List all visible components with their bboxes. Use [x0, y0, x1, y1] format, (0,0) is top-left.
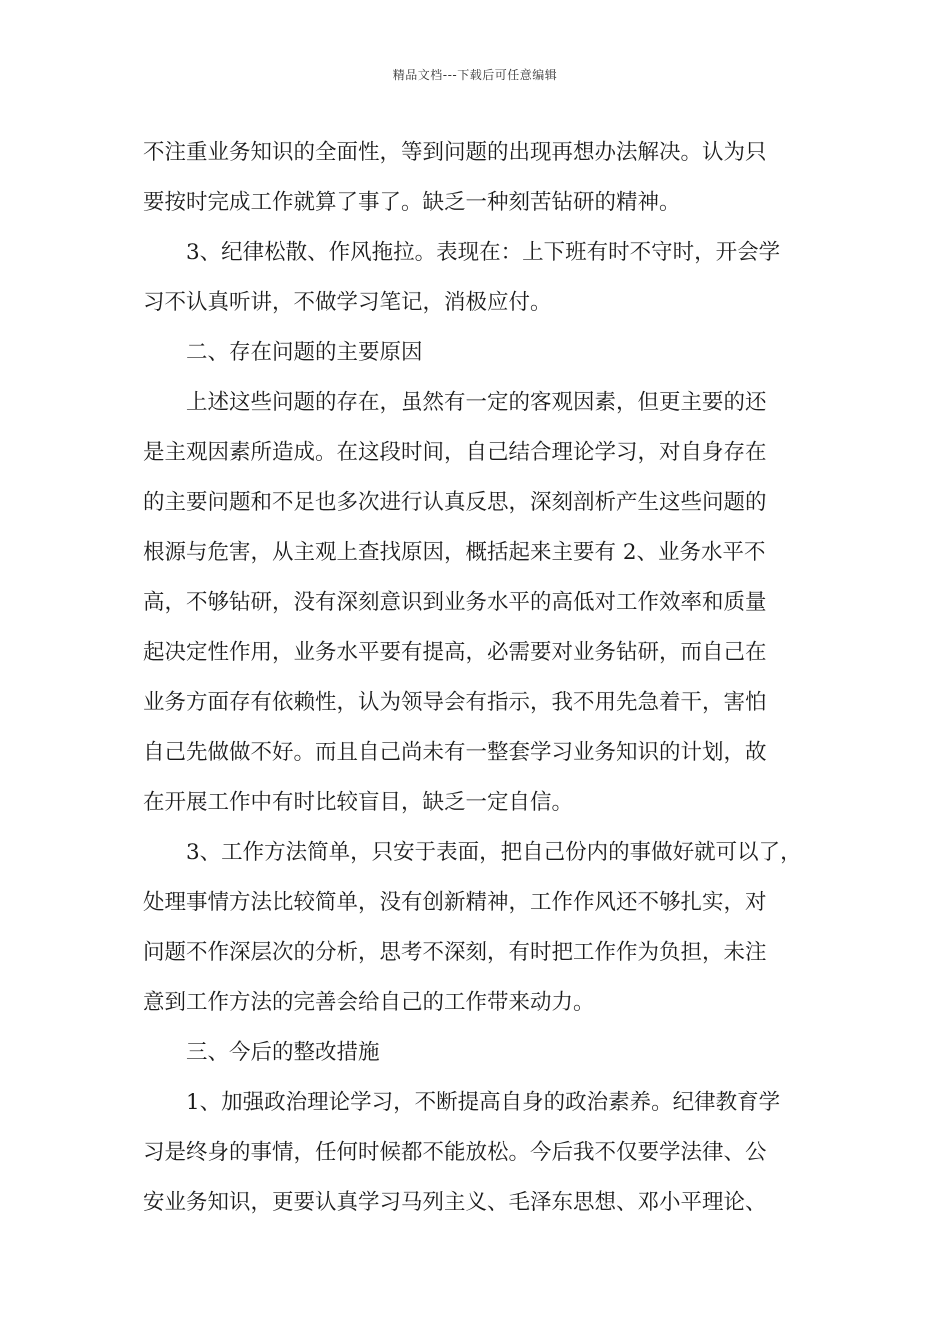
text-line: 高，不够钻研，没有深刻意识到业务水平的高低对工作效率和质量	[143, 590, 767, 615]
text-line: 3、纪律松散、作风拖拉。表现在：上下班有时不守时，开会学	[186, 240, 781, 265]
text-line: 根源与危害，从主观上查找原因，概括起来主要有 2、业务水平不	[143, 540, 766, 565]
text-line: 1、加强政治理论学习，不断提高自身的政治素养。纪律教育学	[186, 1090, 781, 1115]
text-line: 要按时完成工作就算了事了。缺乏一种刻苦钻研的精神。	[143, 190, 681, 215]
text-line: 习不认真听讲，不做学习笔记，消极应付。	[143, 290, 552, 315]
text-line: 三、今后的整改措施	[186, 1040, 380, 1065]
text-line: 问题不作深层次的分析，思考不深刻，有时把工作作为负担，未注	[143, 940, 767, 965]
document-body	[143, 128, 813, 1228]
text-line: 上述这些问题的存在，虽然有一定的客观因素，但更主要的还	[186, 390, 767, 415]
text-line: 处理事情方法比较简单，没有创新精神，工作作风还不够扎实，对	[143, 890, 767, 915]
text-line: 习是终身的事情，任何时候都不能放松。今后我不仅要学法律、公	[143, 1140, 767, 1165]
text-line: 二、存在问题的主要原因	[186, 340, 423, 365]
text-line: 在开展工作中有时比较盲目，缺乏一定自信。	[143, 790, 574, 815]
text-line: 是主观因素所造成。在这段时间，自己结合理论学习，对自身存在	[143, 440, 767, 465]
text-line: 不注重业务知识的全面性，等到问题的出现再想办法解决。认为只	[143, 140, 767, 165]
text-line: 起决定性作用，业务水平要有提高，必需要对业务钻研，而自己在	[143, 640, 767, 665]
text-line: 自己先做做不好。而且自己尚未有一整套学习业务知识的计划，故	[143, 740, 767, 765]
text-line: 3、工作方法简单，只安于表面，把自己份内的事做好就可以了，	[186, 840, 802, 865]
text-line: 安业务知识，更要认真学习马列主义、毛泽东思想、邓小平理论、	[143, 1190, 767, 1215]
text-line: 的主要问题和不足也多次进行认真反思，深刻剖析产生这些问题的	[143, 490, 767, 515]
text-line: 业务方面存有依赖性，认为领导会有指示，我不用先急着干，害怕	[143, 690, 767, 715]
page-header: 精品文档---下载后可任意编辑	[392, 68, 558, 82]
text-line: 意到工作方法的完善会给自己的工作带来动力。	[143, 990, 595, 1015]
